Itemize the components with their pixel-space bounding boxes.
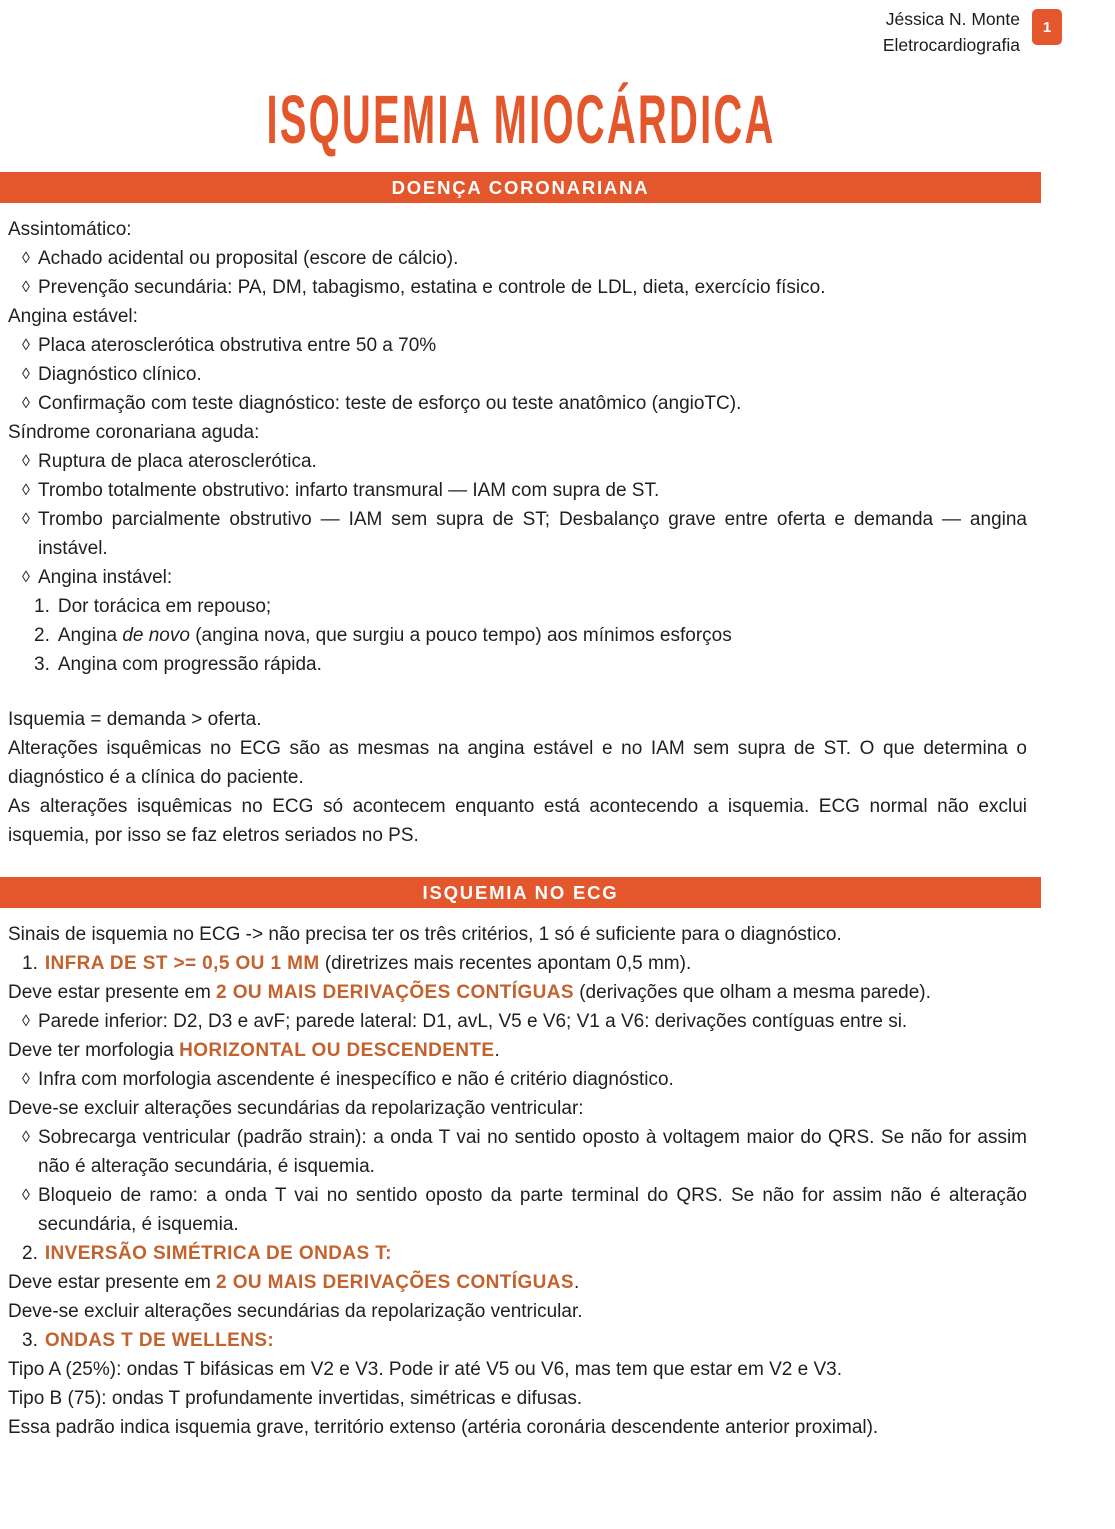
text-run-highlight: HORIZONTAL OU DESCENDENTE [179,1040,495,1061]
diamond-bullet-icon: ◊ [22,453,30,470]
ecg-intro: Sinais de isquemia no ECG -> não precisa ter os três critérios, 1 só é suficiente para o diagnóstico. [8,924,842,945]
list-item-text: Sobrecarga ventricular (padrão strain): a onda T vai no sentido oposto à voltagem maior do QRS. Se não for assim não é alteração secundária, é isquemia. [38,1127,1027,1177]
section-banner-doenca-coronariana: DOENÇA CORONARIANA [0,172,1041,203]
text-run-highlight: 2 OU MAIS DERIVAÇÕES CONTÍGUAS [216,982,574,1003]
text-run: (diretrizes mais recentes apontam 0,5 mm). [319,953,692,974]
item-number: 1. [34,596,50,617]
diamond-bullet-icon: ◊ [22,569,30,586]
diamond-bullet-icon: ◊ [22,511,30,528]
text-run-italic: de novo [122,625,190,646]
list-item [8,1181,1027,1239]
paragraph: Isquemia = demanda > oferta. [8,709,262,730]
list-item [8,505,1027,563]
diamond-bullet-icon: ◊ [22,482,30,499]
list-item-text: Infra com morfologia ascendente é inespecífico e não é critério diagnóstico. [38,1069,674,1090]
criterion-heading: INFRA DE ST >= 0,5 OU 1 MM [44,953,320,974]
diamond-bullet-icon: ◊ [22,250,30,267]
wellens-type-a: Tipo A (25%): ondas T bifásicas em V2 e V3. Pode ir até V5 ou V6, mas tem que estar em V2 e V3. [8,1359,842,1380]
diamond-bullet-icon: ◊ [22,366,30,383]
list-item [8,389,1027,418]
criterion-number: 2. [22,1243,38,1264]
text-run-highlight: 2 OU MAIS DERIVAÇÕES CONTÍGUAS [216,1272,574,1293]
list-item-text: Angina instável: [38,567,173,588]
text-run: Deve ter morfologia [8,1040,180,1061]
text-run: . [494,1040,500,1061]
list-item [8,563,1027,592]
numbered-item-text [58,592,1027,621]
page-header [883,6,1062,58]
wellens-type-b: Tipo B (75): ondas T profundamente invertidas, simétricas e difusas. [8,1388,583,1409]
list-item-text: Placa aterosclerótica obstrutiva entre 50 a 70% [38,335,437,356]
diamond-bullet-icon: ◊ [22,1013,30,1030]
page-title [0,81,1041,159]
section-doenca-coronariana [0,203,1041,850]
list-item-text: Trombo totalmente obstrutivo: infarto transmural — IAM com supra de ST. [38,480,660,501]
paragraph: As alterações isquêmicas no ECG só acontecem enquanto está acontecendo a isquemia. ECG normal não exclui isquemia, por isso se faz eletros seriados no PS. [8,796,1027,846]
list-item [8,476,1027,505]
list-item-text: Achado acidental ou proposital (escore de cálcio). [38,248,459,269]
text-run: Deve estar presente em [8,1272,217,1293]
diamond-bullet-icon: ◊ [22,395,30,412]
page-number-badge: 1 [1032,9,1062,45]
numbered-item [8,650,1027,679]
paragraph: Alterações isquêmicas no ECG são as mesmas na angina estável e no IAM sem supra de ST. O que determina o diagnóstico é a clínica do paciente. [8,738,1027,788]
numbered-item [8,621,1027,650]
item-number: 3. [34,654,50,675]
text-run: Angina com progressão rápida. [57,654,322,675]
diamond-bullet-icon: ◊ [22,1129,30,1146]
numbered-item-text [58,650,1027,679]
ecg-criterion-1-rule-morphology [8,1036,1027,1065]
diamond-bullet-icon: ◊ [22,279,30,296]
ecg-criterion-1-rule-secondary: Deve-se excluir alterações secundárias da repolarização ventricular: [8,1098,584,1119]
label-sindrome-coronariana-aguda: Síndrome coronariana aguda: [8,422,260,443]
label-assintomatico: Assintomático: [8,219,132,240]
author-name: Jéssica N. Monte [885,9,1020,29]
list-item-text: Parede inferior: D2, D3 e avF; parede lateral: D1, avL, V5 e V6; V1 a V6: derivações contíguas entre si. [38,1011,908,1032]
ecg-criterion-2-rule-secondary: Deve-se excluir alterações secundárias da repolarização ventricular. [8,1301,583,1322]
list-item-text: Diagnóstico clínico. [38,364,202,385]
list-item-text: Prevenção secundária: PA, DM, tabagismo, estatina e controle de LDL, dieta, exercício físico. [38,277,826,298]
ecg-criterion-3-title [8,1326,1027,1355]
list-item [8,331,1027,360]
header-text [883,6,1020,58]
text-run: Dor torácica em repouso; [57,596,272,617]
numbered-item-text [58,621,1027,650]
page-title-text: ISQUEMIA MIOCÁRDICA [265,81,776,159]
text-run: (derivações que olham a mesma parede). [573,982,931,1003]
subject-title: Eletrocardiografia [882,35,1020,55]
list-item [8,1065,1027,1094]
text-run: (angina nova, que surgiu a pouco tempo) aos mínimos esforços [189,625,732,646]
list-item [8,273,1027,302]
list-item-text: Bloqueio de ramo: a onda T vai no sentido oposto da parte terminal do QRS. Se não for assim não é alteração secundária, é isquemia. [38,1185,1027,1235]
criterion-heading: ONDAS T DE WELLENS: [44,1330,275,1351]
section-banner-isquemia-no-ecg: ISQUEMIA NO ECG [0,877,1041,908]
criterion-heading: INVERSÃO SIMÉTRICA DE ONDAS T: [44,1243,392,1264]
list-item [8,244,1027,273]
text-run: Deve estar presente em [8,982,217,1003]
section-isquemia-no-ecg [0,908,1041,1442]
text-run: . [573,1272,580,1293]
label-angina-estavel: Angina estável: [8,306,138,327]
ecg-criterion-2-rule-derivations [8,1268,1027,1297]
list-item-text: Confirmação com teste diagnóstico: teste de esforço ou teste anatômico (angioTC). [38,393,742,414]
list-item [8,1123,1027,1181]
summary-paragraphs [8,705,1027,850]
list-item-text: Ruptura de placa aterosclerótica. [38,451,317,472]
ecg-criterion-1-title [8,949,1027,978]
list-item [8,1007,1027,1036]
ecg-criterion-1-rule-derivations [8,978,1027,1007]
text-run: Angina [57,625,123,646]
diamond-bullet-icon: ◊ [22,1187,30,1204]
criterion-number: 3. [22,1330,38,1351]
list-item [8,360,1027,389]
ecg-criterion-2-title [8,1239,1027,1268]
list-item-text: Trombo parcialmente obstrutivo — IAM sem supra de ST; Desbalanço grave entre oferta e demanda — angina instável. [38,509,1027,559]
diamond-bullet-icon: ◊ [22,337,30,354]
wellens-meaning: Essa padrão indica isquemia grave, território extenso (artéria coronária descendente anterior proximal). [8,1417,879,1438]
list-item [8,447,1027,476]
criterion-number: 1. [22,953,38,974]
numbered-item [8,592,1027,621]
item-number: 2. [34,625,50,646]
diamond-bullet-icon: ◊ [22,1071,30,1088]
